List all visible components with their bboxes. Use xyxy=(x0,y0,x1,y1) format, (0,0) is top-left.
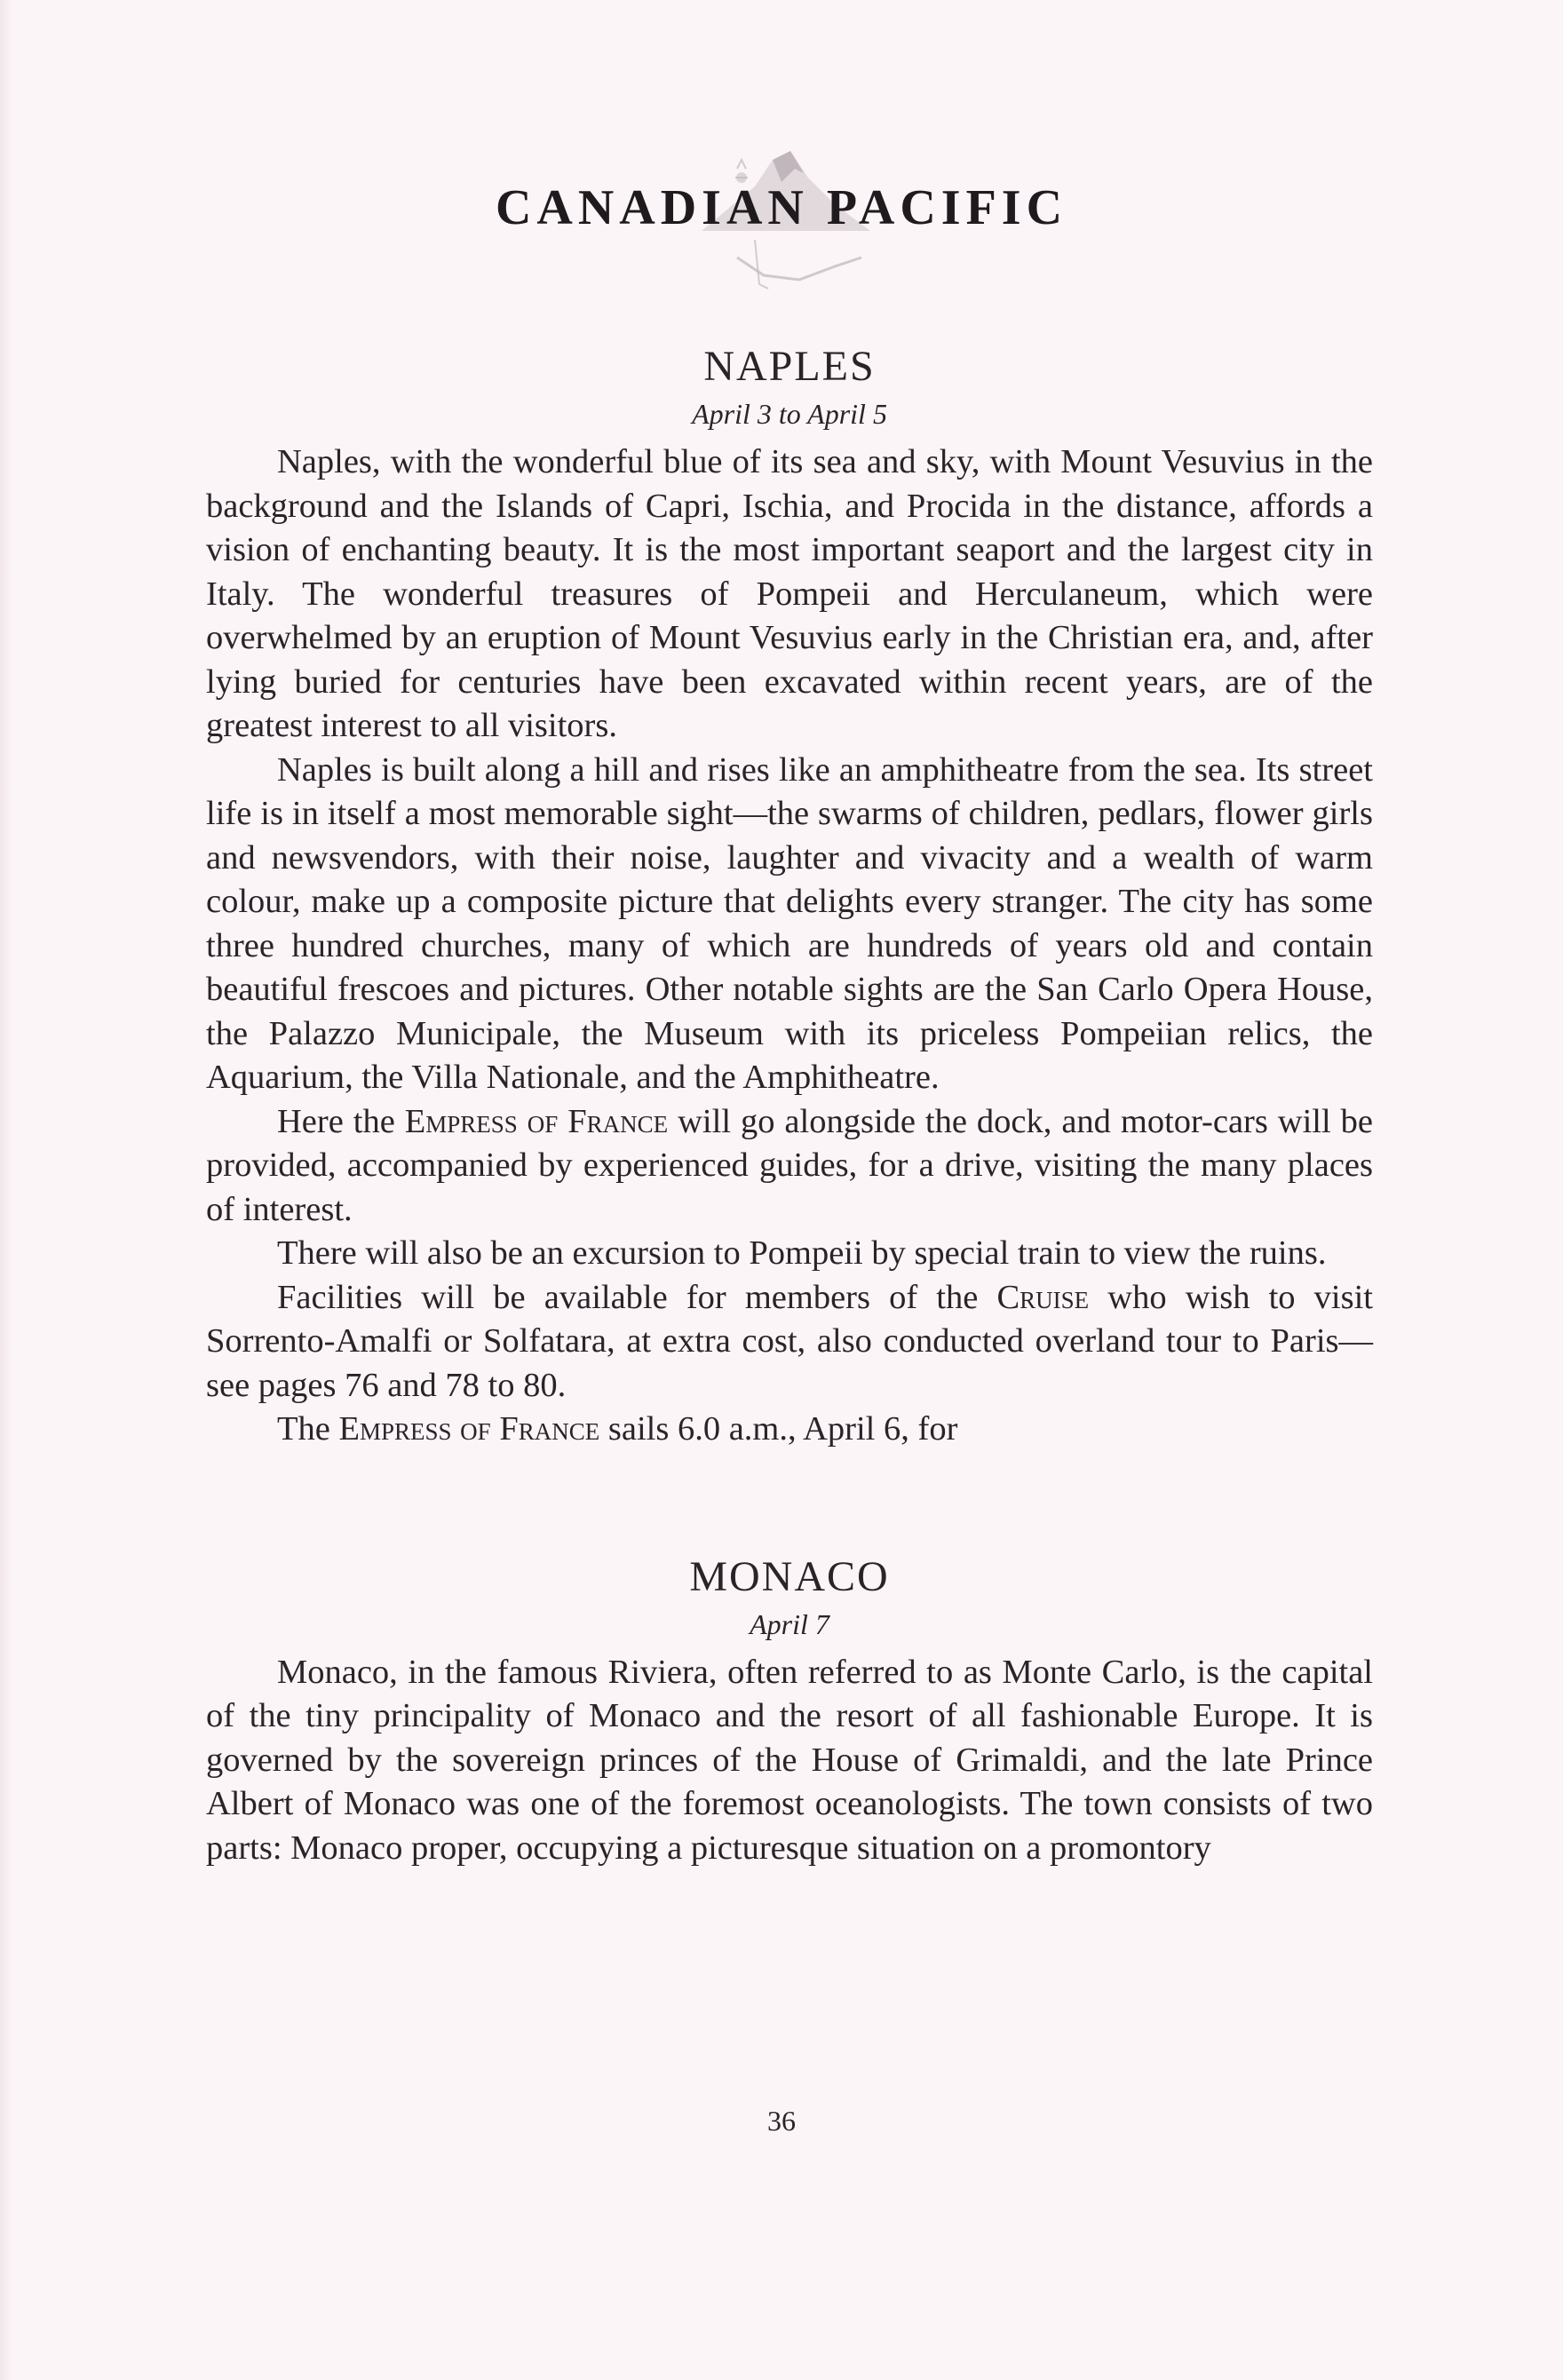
page-edge xyxy=(0,0,12,2380)
text-run: The xyxy=(277,1410,339,1448)
text-run: who wish to visit Sorrento-Amalfi or Solfatara, at extra cost, also conducted overland tour to Paris—see pages 76 and 78 to 80. xyxy=(206,1278,1373,1404)
cruise-term: Cruise xyxy=(996,1278,1090,1316)
page-header xyxy=(0,133,1563,293)
monaco-paragraph-1: Monaco, in the famous Riviera, often referred to as Monte Carlo, is the capital of the tiny principality of Monaco and the resort of all fashionable Europe. It is governed by the sovereign princes of the House of Grimaldi, and the late Prince Albert of Monaco was one of the foremost oceanologists. The town consists of two parts: Monaco proper, occupying a picturesque situation on a promontory xyxy=(206,1653,1373,1867)
text-run: will go alongside the dock, and motor-cars will be provided, accompanied by experienced guides, for a drive, visiting the many places of interest. xyxy=(206,1102,1373,1228)
text-run: Facilities will be available for members of the xyxy=(277,1278,997,1316)
naples-paragraph-1: Naples, with the wonderful blue of its sea and sky, with Mount Vesuvius in the background and the Islands of Capri, Ischia, and Procida in the distance, affords a vision of enchanting beauty. It is the most important seaport and the largest city in Italy. The wonderful treasures of Pompeii and Herculaneum, which were overwhelmed by an eruption of Mount Vesuvius early in the Christian era, and, after lying buried for centuries have been excavated within recent years, are of the greatest interest to all visitors. xyxy=(206,443,1373,744)
naples-paragraph-5 xyxy=(206,1276,1373,1408)
naples-paragraph-3 xyxy=(206,1100,1373,1233)
text-run: sails 6.0 a.m., April 6, for xyxy=(599,1410,958,1448)
naples-paragraph-4: There will also be an excursion to Pompeii by special train to view the ruins. xyxy=(277,1234,1327,1272)
section-date-naples: April 3 to April 5 xyxy=(692,398,887,430)
document-body xyxy=(206,337,1373,1870)
page-number: 36 xyxy=(767,2105,796,2137)
section-title-naples: NAPLES xyxy=(703,343,876,390)
ship-name: Empress of France xyxy=(338,1410,600,1448)
publisher-title: CANADIAN PACIFIC xyxy=(495,180,1068,235)
section-title-monaco: MONACO xyxy=(689,1552,890,1600)
text-run: Here the xyxy=(277,1102,405,1140)
naples-section xyxy=(206,337,1373,1452)
ship-name: Empress of France xyxy=(404,1102,669,1140)
section-date-monaco: April 7 xyxy=(750,1607,829,1640)
monaco-section xyxy=(206,1548,1373,1871)
naples-paragraph-6 xyxy=(206,1408,1373,1452)
section-spacer xyxy=(206,1452,1373,1548)
naples-paragraph-2: Naples is built along a hill and rises like an amphitheatre from the sea. Its street life is in itself a most memorable sight—the swarms of children, pedlars, flower girls and newsvendors, with their noise, laughter and vivacity and a wealth of warm colour, make up a composite picture that delights every stranger. The city has some three hundred churches, many of which are hundreds of years old and contain beautiful frescoes and pictures. Other notable sights are the San Carlo Opera House, the Palazzo Municipale, the Museum with its priceless Pompeiian relics, the Aquarium, the Villa Nationale, and the Amphitheatre. xyxy=(206,750,1373,1096)
